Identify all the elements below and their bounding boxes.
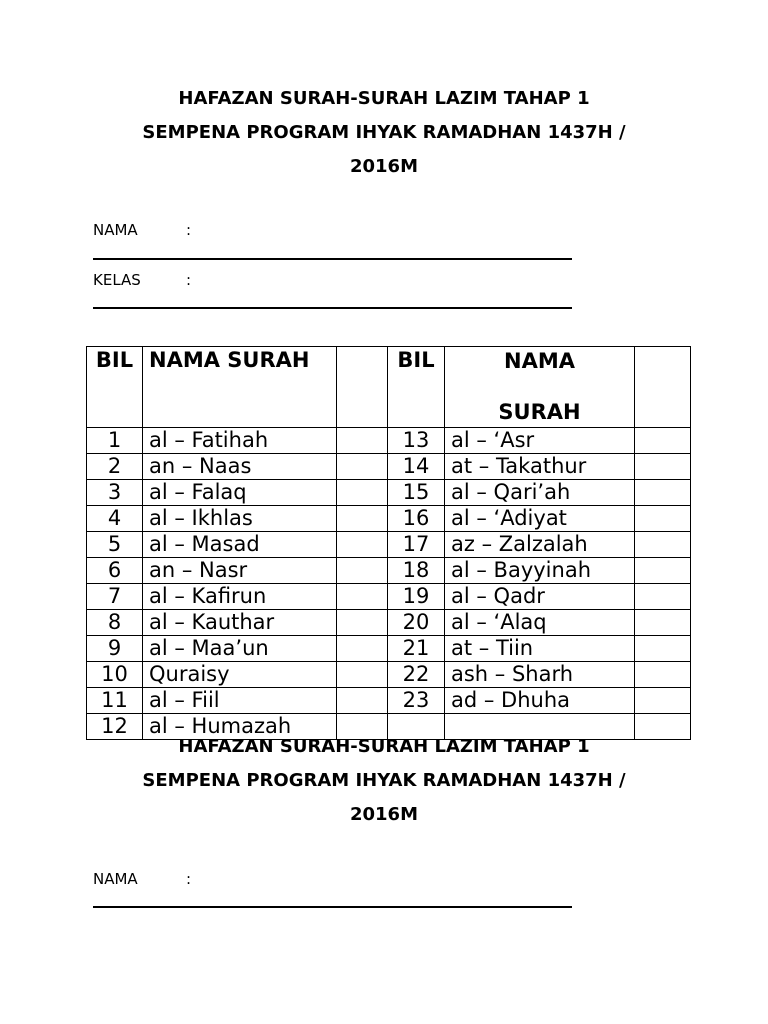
title-line-3: 2016M [349, 804, 418, 825]
surah-name: al – Falaq [143, 480, 337, 506]
blank-cell [337, 480, 388, 506]
surah-name: al – ‘Alaq [445, 610, 635, 636]
header-bil-2: BIL [388, 347, 445, 428]
row-number: 8 [87, 610, 143, 636]
surah-name: ash – Sharh [445, 662, 635, 688]
surah-name: al – Fatihah [143, 428, 337, 454]
blank-cell [337, 558, 388, 584]
surah-name: al – Qadr [445, 584, 635, 610]
blank-cell [635, 428, 691, 454]
header-nama-surah: NAMA SURAH [143, 347, 337, 428]
table-row [87, 506, 691, 532]
nama-label: NAMA [93, 870, 138, 888]
surah-name: az – Zalzalah [445, 532, 635, 558]
surah-name: al – Masad [143, 532, 337, 558]
surah-name: al – ‘Asr [445, 428, 635, 454]
table-row [87, 558, 691, 584]
table-header-row [87, 347, 691, 428]
blank-cell [635, 558, 691, 584]
kelas-underline[interactable] [93, 307, 572, 309]
title-line-2: SEMPENA PROGRAM IHYAK RAMADHAN 1437H / [142, 122, 626, 143]
blank-cell [337, 428, 388, 454]
blank-cell [635, 584, 691, 610]
surah-name: al – Kafirun [143, 584, 337, 610]
header-nama-surah-2 [445, 347, 635, 428]
surah-name: at – Takathur [445, 454, 635, 480]
blank-cell [337, 584, 388, 610]
row-number: 2 [87, 454, 143, 480]
nama-colon: : [186, 870, 192, 888]
nama-underline[interactable] [93, 258, 572, 260]
row-number: 1 [87, 428, 143, 454]
blank-cell [337, 532, 388, 558]
blank-cell [635, 480, 691, 506]
surah-name: al – Humazah [143, 714, 337, 740]
blank-cell [337, 688, 388, 714]
row-number: 11 [87, 688, 143, 714]
table-row [87, 532, 691, 558]
surah-name: al – Qari’ah [445, 480, 635, 506]
kelas-label: KELAS [93, 271, 141, 289]
nama-field-repeat [93, 870, 191, 888]
blank-cell [337, 506, 388, 532]
row-number: 15 [388, 480, 445, 506]
row-number: 4 [87, 506, 143, 532]
blank-cell [337, 610, 388, 636]
header-nama-surah-2-line2: SURAH [498, 400, 581, 424]
kelas-colon: : [186, 271, 192, 289]
surah-name: al – Fiil [143, 688, 337, 714]
header-nama-surah-2-line1: NAMA [504, 349, 575, 373]
row-number: 13 [388, 428, 445, 454]
blank-cell [635, 506, 691, 532]
table-row [87, 688, 691, 714]
row-number: 3 [87, 480, 143, 506]
blank-cell [337, 636, 388, 662]
title-line-1: HAFAZAN SURAH-SURAH LAZIM TAHAP 1 [178, 736, 590, 757]
blank-cell [337, 454, 388, 480]
row-number: 14 [388, 454, 445, 480]
blank-cell [337, 662, 388, 688]
row-number: 21 [388, 636, 445, 662]
surah-name: al – ‘Adiyat [445, 506, 635, 532]
row-number: 16 [388, 506, 445, 532]
blank-cell [635, 688, 691, 714]
title-line-3: 2016M [349, 156, 418, 177]
row-number: 12 [87, 714, 143, 740]
nama-label: NAMA [93, 221, 138, 239]
row-number: 6 [87, 558, 143, 584]
table-row [87, 662, 691, 688]
header-blank-2 [635, 347, 691, 428]
table-row [87, 584, 691, 610]
header-blank [337, 347, 388, 428]
nama-underline-repeat[interactable] [93, 906, 572, 908]
page-title-repeat [84, 730, 684, 832]
blank-cell [635, 636, 691, 662]
row-number: 7 [87, 584, 143, 610]
title-line-1: HAFAZAN SURAH-SURAH LAZIM TAHAP 1 [178, 88, 590, 109]
row-number: 10 [87, 662, 143, 688]
table-row [87, 636, 691, 662]
blank-cell [635, 454, 691, 480]
row-number: 19 [388, 584, 445, 610]
row-number: 5 [87, 532, 143, 558]
blank-cell [635, 610, 691, 636]
page-title [84, 82, 684, 184]
row-number: 20 [388, 610, 445, 636]
table-row [87, 428, 691, 454]
row-number: 23 [388, 688, 445, 714]
blank-cell [635, 662, 691, 688]
surah-name: al – Ikhlas [143, 506, 337, 532]
title-line-2: SEMPENA PROGRAM IHYAK RAMADHAN 1437H / [142, 770, 626, 791]
surah-name: al – Bayyinah [445, 558, 635, 584]
row-number: 18 [388, 558, 445, 584]
blank-cell [635, 532, 691, 558]
table-row [87, 454, 691, 480]
surah-name: ad – Dhuha [445, 688, 635, 714]
surah-name: an – Naas [143, 454, 337, 480]
table-row [87, 610, 691, 636]
header-bil: BIL [87, 347, 143, 428]
surah-table [86, 346, 691, 740]
kelas-field [93, 271, 191, 289]
nama-colon: : [186, 221, 192, 239]
surah-name: Quraisy [143, 662, 337, 688]
surah-name: at – Tiin [445, 636, 635, 662]
surah-name: an – Nasr [143, 558, 337, 584]
table-row [87, 480, 691, 506]
surah-name: al – Maa’un [143, 636, 337, 662]
surah-name: al – Kauthar [143, 610, 337, 636]
row-number: 17 [388, 532, 445, 558]
row-number: 22 [388, 662, 445, 688]
nama-field [93, 221, 191, 239]
row-number: 9 [87, 636, 143, 662]
